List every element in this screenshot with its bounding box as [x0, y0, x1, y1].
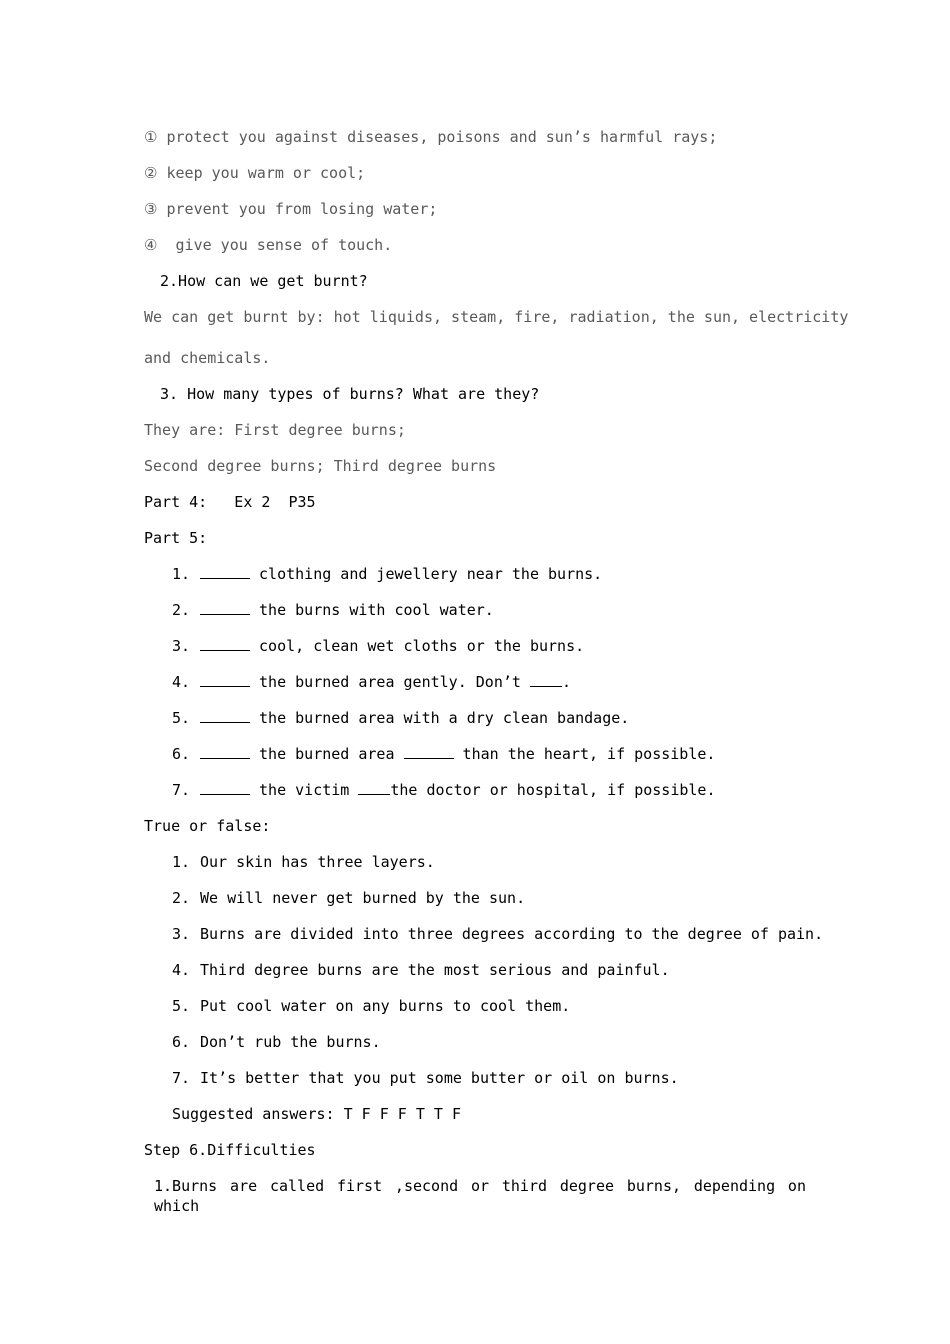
fill-blank[interactable]	[530, 672, 562, 687]
fill-blank[interactable]	[358, 780, 390, 795]
item-text-end: the doctor or hospital, if possible.	[390, 781, 716, 799]
answer-2-line-2: and chemicals.	[144, 349, 271, 367]
item-text: Our skin has three layers.	[200, 853, 435, 871]
item-number: 1.	[172, 565, 191, 583]
item-text: Third degree burns are the most serious and painful.	[200, 961, 670, 979]
question-2: 2.How can we get burnt?	[160, 272, 368, 290]
skin-function-3: ③ prevent you from losing water;	[144, 200, 438, 218]
part5-item	[172, 672, 571, 692]
item-text: the burned area	[250, 745, 404, 763]
tf-item	[172, 1032, 381, 1052]
item-number: 6.	[172, 745, 191, 763]
item-text: Don’t rub the burns.	[200, 1033, 381, 1051]
answer-3-line-2: Second degree burns; Third degree burns	[144, 457, 497, 475]
answer-2-line-1: We can get burnt by: hot liquids, steam, fire, radiation, the sun, electricity	[144, 308, 849, 326]
step-6-heading: Step 6.Difficulties	[144, 1141, 316, 1159]
tf-item	[172, 996, 570, 1016]
item-number: 6.	[172, 1033, 191, 1051]
part5-item	[172, 600, 494, 620]
item-text: Burns are divided into three degrees according to the degree of pain.	[200, 925, 824, 943]
tf-item	[172, 888, 525, 908]
part5-item	[172, 744, 715, 764]
item-text: We will never get burned by the sun.	[200, 889, 526, 907]
fill-blank[interactable]	[200, 780, 250, 795]
difficulty-1-text: 1.Burns are called first ,second or third degree burns, depending on which	[154, 1177, 806, 1215]
item-text: the victim	[250, 781, 359, 799]
item-number: 5.	[172, 709, 191, 727]
skin-function-1: ① protect you against diseases, poisons and sun’s harmful rays;	[144, 128, 718, 146]
part5-item	[172, 564, 602, 584]
fill-blank[interactable]	[200, 600, 250, 615]
item-number: 5.	[172, 997, 191, 1015]
item-number: 1.	[172, 853, 191, 871]
tf-item	[172, 1068, 679, 1088]
item-number: 7.	[172, 1069, 191, 1087]
item-text: Put cool water on any burns to cool them.	[200, 997, 571, 1015]
item-text: the burned area gently. Don’t	[250, 673, 530, 691]
item-text: the burns with cool water.	[250, 601, 494, 619]
suggested-answers: Suggested answers: T F F F T T F	[172, 1105, 461, 1123]
part-5-heading: Part 5:	[144, 529, 208, 547]
answer-3-line-1: They are: First degree burns;	[144, 421, 406, 439]
item-text-end: .	[561, 673, 571, 691]
item-number: 4.	[172, 673, 191, 691]
tf-item	[172, 960, 670, 980]
fill-blank[interactable]	[200, 708, 250, 723]
item-number: 3.	[172, 637, 191, 655]
item-text-end: than the heart, if possible.	[453, 745, 716, 763]
item-text: It’s better that you put some butter or oil on burns.	[200, 1069, 679, 1087]
true-false-heading: True or false:	[144, 817, 271, 835]
item-number: 4.	[172, 961, 191, 979]
item-number: 3.	[172, 925, 191, 943]
item-number: 7.	[172, 781, 191, 799]
tf-item	[172, 924, 823, 944]
skin-function-4: ④ give you sense of touch.	[144, 236, 393, 254]
item-text: clothing and jewellery near the burns.	[250, 565, 603, 583]
fill-blank[interactable]	[200, 636, 250, 651]
part5-item	[172, 780, 715, 800]
fill-blank[interactable]	[404, 744, 454, 759]
part5-item	[172, 708, 629, 728]
fill-blank[interactable]	[200, 744, 250, 759]
part5-item	[172, 636, 584, 656]
item-text: the burned area with a dry clean bandage.	[250, 709, 630, 727]
item-number: 2.	[172, 889, 191, 907]
item-text: cool, clean wet cloths or the burns.	[250, 637, 585, 655]
tf-item	[172, 852, 435, 872]
fill-blank[interactable]	[200, 564, 250, 579]
fill-blank[interactable]	[200, 672, 250, 687]
part-4-heading: Part 4: Ex 2 P35	[144, 493, 316, 511]
item-number: 2.	[172, 601, 191, 619]
question-3: 3. How many types of burns? What are they?	[160, 385, 540, 403]
skin-function-2: ② keep you warm or cool;	[144, 164, 366, 182]
